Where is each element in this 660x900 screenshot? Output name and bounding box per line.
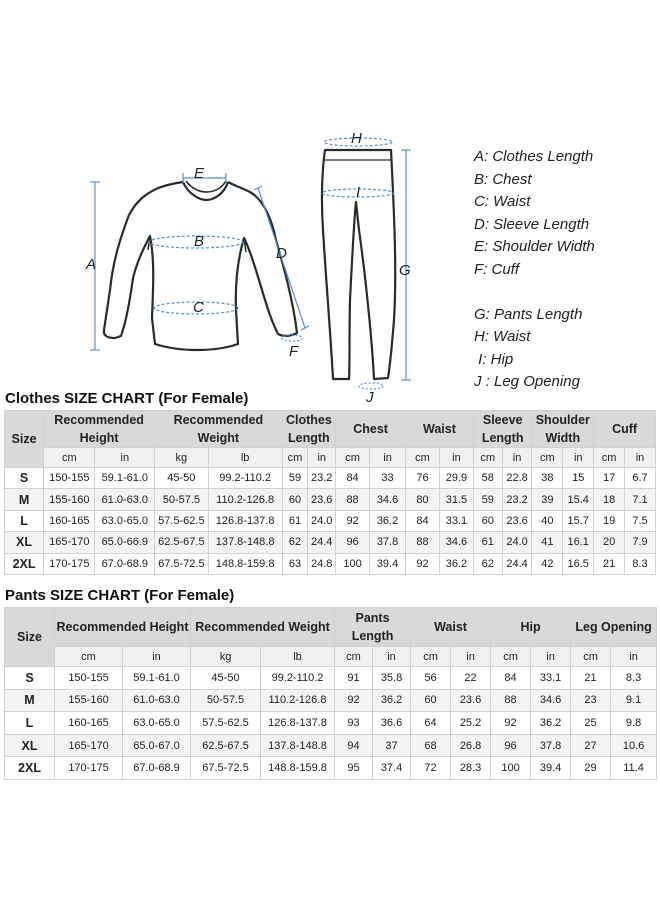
table-cell: 110.2-126.8 [208,489,282,510]
unit-cell: cm [55,647,123,667]
clothes-size-table [4,410,656,575]
table-cell: 92 [335,689,373,712]
table-cell: 8.3 [625,553,656,574]
table-cell: 92 [406,553,440,574]
clothes-length-header: Clothes Length [282,411,335,448]
table-cell: 92 [491,712,531,735]
table-cell: 31.5 [439,489,473,510]
legend-item: D: Sleeve Length [474,215,590,233]
legend-item: C: Waist [474,193,531,210]
legend-item: J : Leg Opening [474,373,580,390]
unit-cell: in [370,448,406,468]
table-cell: 9.8 [611,712,657,735]
unit-cell: cm [571,647,611,667]
table-cell: 72 [411,757,451,780]
table-cell: 22.8 [502,468,532,489]
table-row [5,468,656,489]
table-cell: 16.5 [563,553,594,574]
table-cell: 100 [336,553,370,574]
size-cell: L [5,712,55,735]
table-row [5,734,657,757]
table-cell: 15 [563,468,594,489]
table-cell: 92 [336,510,370,531]
size-cell: XL [5,532,44,553]
table-cell: 36.2 [439,553,473,574]
table-cell: 27 [571,734,611,757]
marker-a: A [86,256,97,273]
unit-cell: in [308,448,336,468]
table-cell: 148.8-159.8 [261,757,335,780]
table-cell: 24.4 [308,532,336,553]
table-cell: 10.6 [611,734,657,757]
marker-b: B [194,233,205,250]
table-cell: 7.1 [625,489,656,510]
unit-cell: in [373,647,411,667]
unit-cell: lb [261,647,335,667]
unit-cell: in [451,647,491,667]
table-cell: 34.6 [439,532,473,553]
table-cell: 57.5-62.5 [155,510,208,531]
table-cell: 84 [491,667,531,690]
table-cell: 22 [451,667,491,690]
shirt-illustration [104,181,297,350]
table-row [5,689,657,712]
table-cell: 160-165 [55,712,123,735]
table-cell: 36.2 [373,689,411,712]
table-cell: 50-57.5 [191,689,261,712]
table-cell: 37 [373,734,411,757]
unit-cell: in [439,448,473,468]
unit-cell: in [123,647,191,667]
table-cell: 40 [532,510,563,531]
table-cell: 96 [491,734,531,757]
legend-item: H: Waist [474,328,531,345]
unit-cell: cm [411,647,451,667]
marker-e: E [194,165,205,182]
table-cell: 39.4 [531,757,571,780]
table-cell: 88 [406,532,440,553]
hip-header: Hip [491,608,571,647]
table-cell: 45-50 [155,468,208,489]
table-cell: 93 [335,712,373,735]
table-cell: 84 [406,510,440,531]
table-cell: 23 [571,689,611,712]
legend-item: B: Chest [474,170,532,188]
table-cell: 33.1 [439,510,473,531]
marker-j: J [366,389,374,406]
header-row [5,608,657,647]
table-cell: 65.0-67.0 [123,734,191,757]
table-cell: 26.8 [451,734,491,757]
table-cell: 29.9 [439,468,473,489]
shoulder-width-header: Shoulder Width [532,411,594,448]
unit-cell: lb [208,448,282,468]
height-header: Recommended Height [55,608,191,647]
table-cell: 61.0-63.0 [95,489,155,510]
table-cell: 24.8 [308,553,336,574]
legend-item: E: Shoulder Width [474,238,595,255]
size-cell: M [5,689,55,712]
table-cell: 60 [411,689,451,712]
table-cell: 16.1 [563,532,594,553]
unit-cell: cm [336,448,370,468]
unit-cell: cm [594,448,625,468]
table-cell: 63.0-65.0 [95,510,155,531]
weight-header: Recommended Weight [191,608,335,647]
table-cell: 39.4 [370,553,406,574]
table-cell: 99.2-110.2 [261,667,335,690]
table-cell: 165-170 [55,734,123,757]
table-cell: 41 [532,532,563,553]
table-cell: 59 [473,489,502,510]
clothes-chart-title: Clothes SIZE CHART (For Female) [5,390,249,407]
waist-header: Waist [411,608,491,647]
table-cell: 60 [473,510,502,531]
sleeve-length-header: Sleeve Length [473,411,532,448]
table-cell: 37.8 [370,532,406,553]
table-cell: 7.9 [625,532,656,553]
table-cell: 19 [594,510,625,531]
size-cell: S [5,468,44,489]
size-cell: 2XL [5,553,44,574]
unit-cell: cm [282,448,308,468]
unit-cell: in [625,448,656,468]
table-cell: 80 [406,489,440,510]
size-cell: 2XL [5,757,55,780]
table-cell: 62 [282,532,308,553]
table-cell: 38 [532,468,563,489]
table-row [5,532,656,553]
table-cell: 15.4 [563,489,594,510]
unit-cell: cm [473,448,502,468]
size-header: Size [5,411,44,468]
table-cell: 45-50 [191,667,261,690]
pants-size-table [4,607,657,780]
table-cell: 34.6 [531,689,571,712]
table-cell: 28.3 [451,757,491,780]
table-row [5,510,656,531]
table-cell: 165-170 [44,532,95,553]
size-cell: M [5,489,44,510]
table-cell: 23.6 [502,510,532,531]
height-header: Recommended Height [44,411,155,448]
table-cell: 29 [571,757,611,780]
table-cell: 23.6 [451,689,491,712]
table-cell: 59.1-61.0 [95,468,155,489]
weight-header: Recommended Weight [155,411,283,448]
table-cell: 137.8-148.8 [208,532,282,553]
table-row [5,489,656,510]
unit-cell: cm [491,647,531,667]
table-cell: 58 [473,468,502,489]
legend-item: F: Cuff [474,260,520,278]
unit-cell: kg [191,647,261,667]
size-cell: XL [5,734,55,757]
table-cell: 17 [594,468,625,489]
marker-f: F [289,343,299,360]
leg-opening-header: Leg Opening [571,608,657,647]
table-cell: 155-160 [44,489,95,510]
table-cell: 33 [370,468,406,489]
table-cell: 56 [411,667,451,690]
table-cell: 67.5-72.5 [191,757,261,780]
marker-i: I [356,184,361,201]
unit-cell: cm [532,448,563,468]
unit-cell: cm [335,647,373,667]
table-cell: 37.4 [373,757,411,780]
table-cell: 63.0-65.0 [123,712,191,735]
table-cell: 95 [335,757,373,780]
table-cell: 23.6 [308,489,336,510]
table-cell: 11.4 [611,757,657,780]
table-cell: 36.6 [373,712,411,735]
table-cell: 63 [282,553,308,574]
unit-cell: in [502,448,532,468]
marker-h: H [351,130,362,147]
marker-g: G [399,262,411,279]
table-cell: 94 [335,734,373,757]
table-cell: 42 [532,553,563,574]
measurement-labels [85,130,411,406]
table-cell: 39 [532,489,563,510]
units-row [5,647,657,667]
table-cell: 24.0 [308,510,336,531]
units-row [5,448,656,468]
table-cell: 155-160 [55,689,123,712]
cuff-header: Cuff [594,411,656,448]
table-cell: 148.8-159.8 [208,553,282,574]
unit-cell: in [563,448,594,468]
table-cell: 60 [282,489,308,510]
table-cell: 110.2-126.8 [261,689,335,712]
table-cell: 61.0-63.0 [123,689,191,712]
table-cell: 9.1 [611,689,657,712]
table-cell: 67.0-68.9 [95,553,155,574]
unit-cell: in [95,448,155,468]
table-cell: 36.2 [531,712,571,735]
table-cell: 65.0-66.9 [95,532,155,553]
table-cell: 15.7 [563,510,594,531]
table-cell: 96 [336,532,370,553]
table-cell: 36.2 [370,510,406,531]
table-cell: 6.7 [625,468,656,489]
table-cell: 61 [282,510,308,531]
table-cell: 67.5-72.5 [155,553,208,574]
table-cell: 76 [406,468,440,489]
table-cell: 126.8-137.8 [261,712,335,735]
table-cell: 170-175 [44,553,95,574]
table-cell: 137.8-148.8 [261,734,335,757]
unit-cell: in [531,647,571,667]
table-cell: 33.1 [531,667,571,690]
table-cell: 61 [473,532,502,553]
table-cell: 23.2 [502,489,532,510]
legend-item: I: Hip [474,350,514,368]
size-cell: S [5,667,55,690]
table-cell: 68 [411,734,451,757]
unit-cell: kg [155,448,208,468]
measurement-legend [474,146,595,394]
table-cell: 59 [282,468,308,489]
table-cell: 18 [594,489,625,510]
table-cell: 50-57.5 [155,489,208,510]
table-cell: 25 [571,712,611,735]
marker-d: D [276,245,287,262]
table-cell: 126.8-137.8 [208,510,282,531]
table-cell: 91 [335,667,373,690]
table-cell: 24.0 [502,532,532,553]
table-cell: 25.2 [451,712,491,735]
table-cell: 84 [336,468,370,489]
table-cell: 67.0-68.9 [123,757,191,780]
table-cell: 64 [411,712,451,735]
table-cell: 21 [594,553,625,574]
table-cell: 35.8 [373,667,411,690]
table-cell: 34.6 [370,489,406,510]
table-cell: 8.3 [611,667,657,690]
table-cell: 100 [491,757,531,780]
table-cell: 57.5-62.5 [191,712,261,735]
table-row [5,757,657,780]
table-cell: 160-165 [44,510,95,531]
header-row [5,411,656,448]
table-cell: 170-175 [55,757,123,780]
size-cell: L [5,510,44,531]
table-cell: 150-155 [55,667,123,690]
legend-item: G: Pants Length [474,305,583,323]
table-cell: 7.5 [625,510,656,531]
table-cell: 23.2 [308,468,336,489]
table-cell: 59.1-61.0 [123,667,191,690]
chest-header: Chest [336,411,406,448]
table-row [5,553,656,574]
table-row [5,712,657,735]
unit-cell: in [611,647,657,667]
marker-c: C [193,299,204,316]
table-cell: 62 [473,553,502,574]
table-cell: 99.2-110.2 [208,468,282,489]
size-header: Size [5,608,55,667]
table-cell: 24.4 [502,553,532,574]
legend-item: A: Clothes Length [474,148,594,165]
table-cell: 88 [336,489,370,510]
table-cell: 62.5-67.5 [155,532,208,553]
unit-cell: cm [44,448,95,468]
table-cell: 150-155 [44,468,95,489]
table-cell: 21 [571,667,611,690]
table-row [5,667,657,690]
waist-header: Waist [406,411,474,448]
table-cell: 62.5-67.5 [191,734,261,757]
pants-length-header: Pants Length [335,608,411,647]
pants-chart-title: Pants SIZE CHART (For Female) [5,587,235,604]
table-cell: 20 [594,532,625,553]
table-cell: 37.8 [531,734,571,757]
unit-cell: cm [406,448,440,468]
table-cell: 88 [491,689,531,712]
